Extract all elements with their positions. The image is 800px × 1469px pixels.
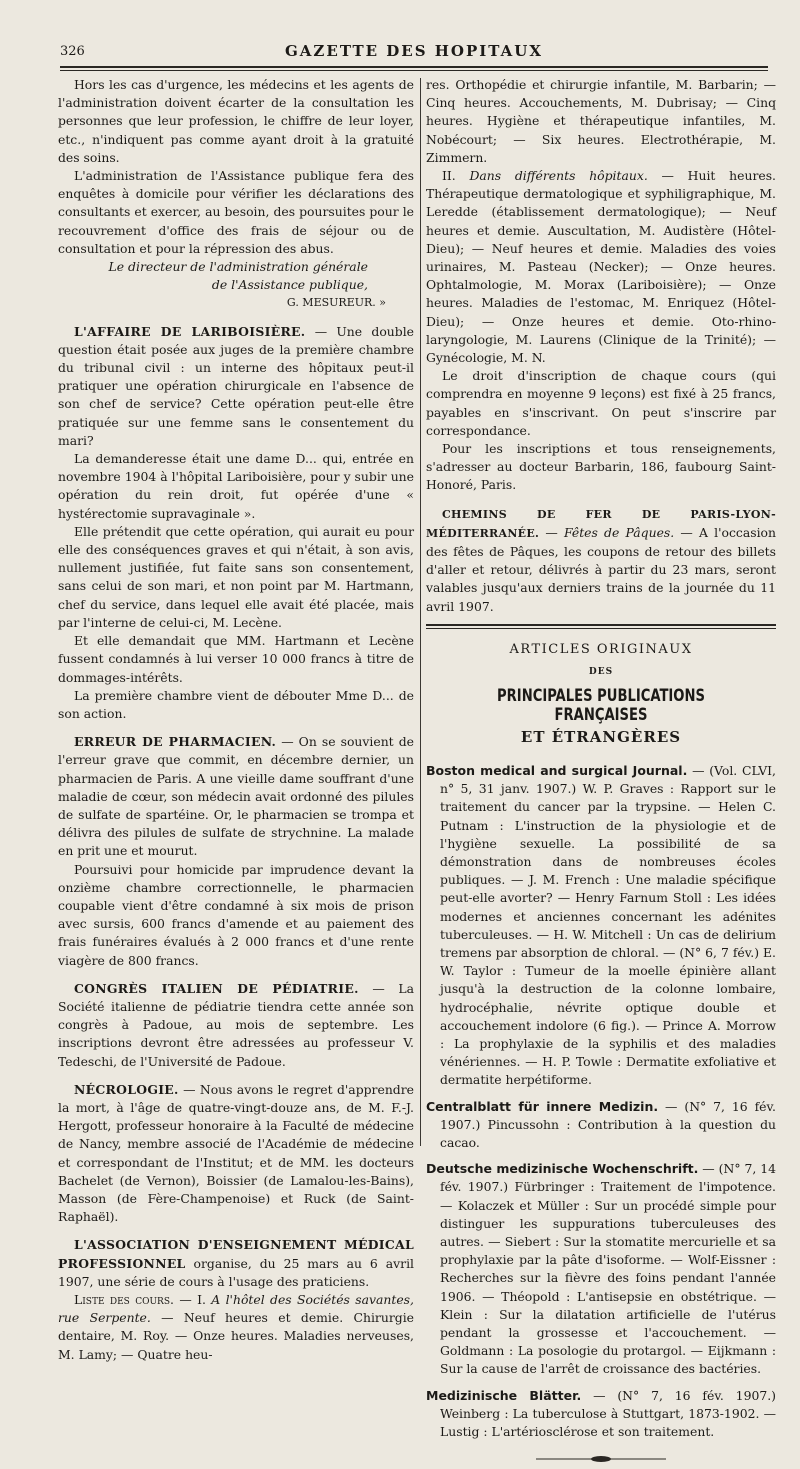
news-item-chemins-de-fer: CHEMINS DE FER DE PARIS-LYON-MÉDITERRANÉE. — Fêtes de Pâques. — A l'occasion des fêtes de Pâques, les coupons de retour des billets d'aller et retour, délivrés à partir du 23 mars, seront valables jusqu'aux derniers trains de la journée du 11 avril 1907. — [426, 507, 776, 614]
item-heading: L'ASSOCIATION D'ENSEIGNEMENT MÉDICAL PROFESSIONNEL — [58, 1237, 414, 1271]
section-title-main: PRINCIPALES PUBLICATIONS FRANÇAISES — [497, 686, 705, 725]
journal-name: Medizinische Blätter. — [426, 1387, 582, 1403]
right-column — [426, 76, 776, 1469]
review-entry-centralblatt: Centralblatt für innere Medizin. — (N° 7, 16 fév. 1907.) Pincussohn : Contribution à la question du cacao. — [426, 1098, 776, 1150]
paragraph: Et elle demandait que MM. Hartmann et Lecène fussent condamnés à lui verser 10 000 francs à titre de dommages-intérêts. — [58, 633, 414, 685]
signature-line: de l'Assistance publique, — [211, 277, 368, 293]
end-ornament — [426, 1451, 776, 1469]
paragraph: Liste des cours. — I. A l'hôtel des Sociétés savantes, rue Serpente. — Neuf heures et demie. Chirurgie dentaire, M. Roy. — Onze heures. Maladies nerveuses, M. Lamy; — Quatre heu- — [58, 1292, 414, 1362]
journal-name: Boston medical and surgical Journal. — [426, 762, 688, 778]
header-rule-thin — [60, 70, 768, 71]
paragraph: L'administration de l'Assistance publique fera des enquêtes à domicile pour vérifier les déclarations des consultants et exercer, au besoin, des poursuites pour le recouvrement d'office des frais de séjour ou de consultation et pour la répression des abus. — [58, 168, 414, 256]
review-entry-medizinische: Medizinische Blätter. — (N° 7, 16 fév. 1907.) Weinberg : La tuberculose à Stuttgart, 1873-1902. — Lustig : L'artériosclérose et son traitement. — [426, 1387, 776, 1440]
item-heading: CHEMINS DE FER DE PARIS-LYON-MÉDITERRANÉE. — [426, 507, 776, 540]
item-heading: CONGRÈS ITALIEN DE PÉDIATRIE. — [74, 980, 359, 996]
signature-name: G. MESUREUR. » — [286, 296, 386, 310]
section-rule-thin — [426, 628, 776, 629]
page-header — [60, 38, 768, 68]
paragraph: Hors les cas d'urgence, les médecins et les agents de l'administration doivent écarter de la consultation les personnes que leur profession, le chiffre de leur loyer, etc., n'indiquent pas comme ayant droit à la gratuité des soins. — [58, 77, 414, 165]
review-entry-boston: Boston medical and surgical Journal. — (Vol. CLVI, n° 5, 31 janv. 1907.) W. P. Graves : Rapport sur le traitement du cancer par la trypsine. — Helen C. Putnam : L'instruction de la physiologie et de l'hygiène sexuelle. La possibilité de sa démonstration dans de nombreuses écoles publiques. — J. M. French : Une maladie spécifique peut-elle avorter? — Henry Farnum Stoll : Les idées modernes et anciennes concernant les adénites tuberculeuses. — H. W. Mitchell : Un cas de delirium tremens par absorption de chloral. — (N° 6, 7 fév.) E. W. Taylor : Tumeur de la moelle épinière allant jusqu'à la destruction de la colonne lombaire, hydrocéphalie, névrite optique double et accouchement indolore (6 fig.). — Prince A. Morrow : La prophylaxie de la syphilis et des maladies vénériennes. — H. P. Towle : Dermatite exfoliative et dermatite herpétiforme. — [426, 762, 776, 1088]
item-subheading: Liste des cours. — [74, 1292, 174, 1307]
column-divider — [420, 78, 421, 1146]
journal-name: Deutsche medizinische Wochenschrift. — [426, 1161, 699, 1177]
paragraph: res. Orthopédie et chirurgie infantile, M. Barbarin; — Cinq heures. Accouchements, M. Dubrisay; — Cinq heures. Hygiène et thérapeutique infantiles, M. Nobécourt; — Six heures. Electrothérapie, M. Zimmern. — [426, 77, 776, 165]
paragraph: Pour les inscriptions et tous renseignements, s'adresser au docteur Barbarin, 186, faubourg Saint-Honoré, Paris. — [426, 441, 776, 493]
paragraph: La première chambre vient de débouter Mme D... de son action. — [58, 687, 414, 721]
journal-name: Centralblatt für innere Medizin. — [426, 1098, 659, 1114]
review-entry-deutsche: Deutsche medizinische Wochenschrift. — (N° 7, 14 fév. 1907.) Fürbringer : Traitement de l'impotence. — Kolaczek et Müller : Sur un procédé simple pour distinguer les suppurations tuberculeuses des autres. — Siebert : Sur la stomatite mercurielle et sa prophylaxie par la pâte d'isoforme. — Wolf-Eissner : Recherches sur la fièvre des foins pendant l'année 1906. — Théopold : L'antisepsie en obstétrique. — Klein : Sur la dilatation artificielle de l'utérus pendant la grossesse et l'accouchement. — Goldmann : La posologie du protargol. — Eijkmann : Sur la cause de l'arrêt de croissance des bactéries. — [426, 1161, 776, 1377]
ornament-rule-icon — [536, 1455, 666, 1463]
news-item-necrologie: NÉCROLOGIE. — Nous avons le regret d'apprendre la mort, à l'âge de quatre-vingt-douze ans, de M. F.-J. Hergott, professeur honoraire à la Faculté de médecine de Nancy, membre associé de l'Académie de médecine et correspondant de l'Institut; et de MM. les docteurs Bachelet (de Vernon), Boissier (de Lamalou-les-Bains), Masson (de Fère-Champenoise) et Ruck (de Saint-Raphaël). — [58, 1081, 414, 1225]
paragraph: Le droit d'inscription de chaque cours (qui comprendra en moyenne 9 leçons) est fixé à 25 francs, payables en s'inscrivant. On peut s'inscrire par correspondance. — [426, 368, 776, 438]
item-heading: ERREUR DE PHARMACIEN. — [74, 734, 277, 750]
section-rule — [426, 624, 776, 626]
paragraph: La demanderesse était une dame D... qui, entrée en novembre 1904 à l'hôpital Lariboisière, pour y subir une opération du rein droit, fut opérée d'une « hystérectomie supravaginale ». — [58, 451, 414, 521]
news-item-pharmacien: ERREUR DE PHARMACIEN. — On se souvient de l'erreur grave que commit, en décembre dernier, un pharmacien de Paris. A une vieille dame souffrant d'une maladie de cœur, son médecin avait ordonné des pilules de sulfate de spartéine. Or, le pharmacien se trompa et délivra des pilules de sulfate de strychnine. La malade en prit une et mourut. — [58, 734, 414, 859]
section-title: ARTICLES ORIGINAUX — [509, 641, 693, 657]
news-item-lariboisiere: L'AFFAIRE DE LARIBOISIÈRE. — Une double question était posée aux juges de la première chambre du tribunal civil : un interne des hôpitaux peut-il pratiquer une opération chirurgicale en l'absence de son chef de service? Cette opération peut-elle être pratiquée sur une femme sans le consentement du mari? — [58, 323, 414, 448]
section-title-sub: ET ÉTRANGÈRES — [520, 727, 682, 746]
left-column — [58, 76, 414, 1364]
news-item-congres: CONGRÈS ITALIEN DE PÉDIATRIE. — La Société italienne de pédiatrie tiendra cette année son congrès à Padoue, au mois de septembre. Les inscriptions devront être adressées au professeur V. Tedeschi, de l'Université de Padoue. — [58, 980, 414, 1069]
item-heading: L'AFFAIRE DE LARIBOISIÈRE. — [74, 323, 306, 339]
header-rule — [60, 66, 768, 68]
section-title-des: DES — [588, 667, 614, 678]
paragraph: II. Dans différents hôpitaux. — Huit heures. Thérapeutique dermatologique et syphiligraphique, M. Leredde (établissement dermatologique); — Neuf heures et demie. Auscultation, M. Audistère (Hôtel-Dieu); — Neuf heures et demie. Maladies des voies urinaires, M. Pasteau (Necker); — Onze heures. Ophtalmologie, M. Morax (Lariboisière); — Onze heures. Maladies de l'estomac, M. Enriquez (Hôtel-Dieu); — Onze heures et demie. Oto-rhino-laryngologie, M. Laurens (Clinique de la Trinité); — Gynécologie, M. N. — [426, 168, 776, 366]
paragraph: Poursuivi pour homicide par imprudence devant la onzième chambre correctionnelle, le pharmacien coupable vient d'être condamné à six mois de prison avec sursis, 600 francs d'amende et au paiement des frais funéraires évalués à 2 000 francs et d'une rente viagère de 800 francs. — [58, 861, 414, 968]
page-number: 326 — [60, 44, 85, 59]
journal-title: GAZETTE DES HOPITAUX — [284, 42, 543, 60]
news-item-association: L'ASSOCIATION D'ENSEIGNEMENT MÉDICAL PROFESSIONNEL organise, du 25 mars au 6 avril 1907, une série de cours à l'usage des praticiens. — [58, 1237, 414, 1289]
paragraph: Elle prétendit que cette opération, qui aurait eu pour elle des conséquences graves et qui n'était, à son avis, nullement justifiée, fut faite sans son consentement, sans celui de son mari, et non point par M. Hartmann, chef du service, dans lequel elle avait été placée, mais par l'interne de celui-ci, M. Lecène. — [58, 523, 414, 630]
signature-line: Le directeur de l'administration générale — [108, 259, 368, 275]
item-heading: NÉCROLOGIE. — [74, 1081, 179, 1097]
